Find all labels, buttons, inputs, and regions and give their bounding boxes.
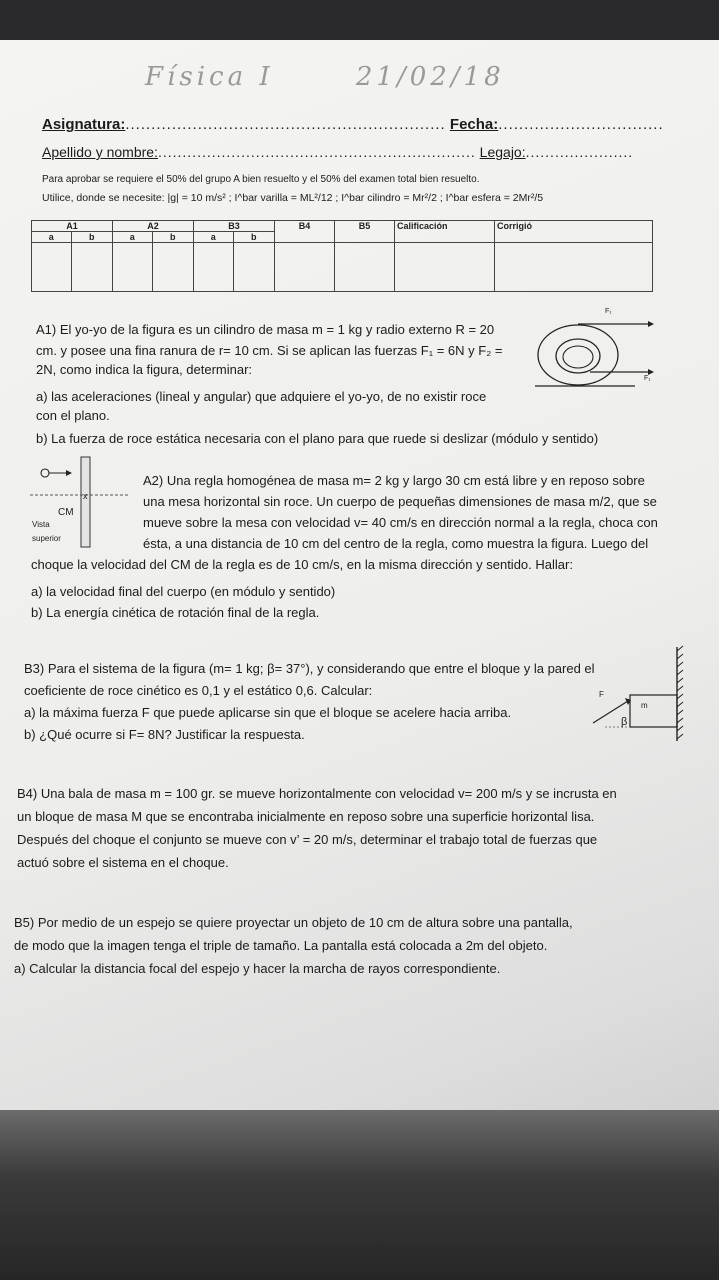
grade-col-b3: B3 bbox=[194, 221, 275, 232]
b4-line-1: B4) Una bala de masa m = 100 gr. se mueve horizontalmente con velocidad v= 200 m/s y se incrusta en bbox=[17, 786, 617, 801]
b5-part-a: a) Calcular la distancia focal del espejo y hacer la marcha de rayos correspondiente. bbox=[14, 961, 501, 976]
a2-line-2: una mesa horizontal sin roce. Un cuerpo de pequeñas dimensiones de masa m/2, que se bbox=[143, 494, 657, 509]
b3-line-1: B3) Para el sistema de la figura (m= 1 kg; β= 37°), y considerando que entre el bloque y la pared el bbox=[24, 661, 595, 676]
yoyo-inner bbox=[563, 346, 593, 368]
grade-sub-a: a bbox=[32, 232, 72, 243]
grade-sub-b: b bbox=[152, 232, 193, 243]
b3-line-2: coeficiente de roce cinético es 0,1 y el estático 0,6. Calcular: bbox=[24, 683, 373, 698]
b3-part-a: a) la máxima fuerza F que puede aplicarse sin que el bloque se acelere hacia arriba. bbox=[24, 705, 512, 720]
a1-part-a: a) las aceleraciones (lineal y angular) que adquiere el yo-yo, de no existir roce bbox=[36, 389, 487, 404]
velocity-arrow-head bbox=[66, 470, 72, 476]
grade-col-calificacion: Calificación bbox=[395, 221, 495, 243]
grade-cell[interactable] bbox=[335, 243, 395, 292]
beta-label: β bbox=[621, 716, 628, 728]
grade-cell[interactable] bbox=[233, 243, 274, 292]
nombre-field[interactable]: ................................................................. bbox=[157, 144, 476, 160]
a1-line-2: cm. y posee una fina ranura de r= 10 cm. Si se aplican las fuerzas F₁ = 6N y F₂ = bbox=[36, 343, 503, 358]
a2-part-b: b) La energía cinética de rotación final de la regla. bbox=[31, 605, 320, 620]
grade-cell[interactable] bbox=[495, 243, 653, 292]
grade-col-b4: B4 bbox=[275, 221, 335, 243]
b5-line-1: B5) Por medio de un espejo se quiere proyectar un objeto de 10 cm de altura sobre una pantalla, bbox=[14, 915, 573, 930]
legajo-field[interactable]: ...................... bbox=[525, 144, 634, 160]
a1-line-1: A1) El yo-yo de la figura es un cilindro de masa m = 1 kg y radio externo R = 20 bbox=[36, 322, 495, 337]
grade-cell[interactable] bbox=[275, 243, 335, 292]
nombre-row bbox=[42, 144, 633, 160]
handwritten-date: 21/02/18 bbox=[355, 62, 505, 92]
handwritten-title: Física I bbox=[145, 62, 274, 92]
a2-line-1: A2) Una regla homogénea de masa m= 2 kg y largo 30 cm está libre y en reposo sobre bbox=[143, 473, 645, 488]
grade-col-corrigio: Corrigió bbox=[495, 221, 653, 243]
table-surface bbox=[0, 1110, 719, 1280]
a1-part-b: b) La fuerza de roce estática necesaria con el plano para que ruede si deslizar (módulo y sentido) bbox=[36, 431, 599, 446]
grade-cell[interactable] bbox=[32, 243, 72, 292]
m-label: m bbox=[641, 701, 648, 710]
wall-hatch bbox=[677, 646, 683, 739]
fecha-label: Fecha: bbox=[449, 116, 499, 133]
yoyo-figure bbox=[530, 300, 660, 395]
grade-cell[interactable] bbox=[152, 243, 193, 292]
nombre-label: Apellido y nombre: bbox=[42, 144, 158, 160]
f2-label: F₁ bbox=[644, 375, 651, 382]
grade-cell[interactable] bbox=[113, 243, 153, 292]
asignatura-row bbox=[42, 116, 664, 133]
grade-cell[interactable] bbox=[71, 243, 112, 292]
grade-col-b5: B5 bbox=[335, 221, 395, 243]
grade-col-a2: A2 bbox=[113, 221, 194, 232]
f-label: F bbox=[599, 690, 604, 699]
a2-part-a: a) la velocidad final del cuerpo (en módulo y sentido) bbox=[31, 584, 336, 599]
grade-table bbox=[31, 220, 653, 292]
b5-line-2: de modo que la imagen tenga el triple de tamaño. La pantalla está colocada a 2m del objeto. bbox=[14, 938, 548, 953]
a2-line-4: ésta, a una distancia de 10 cm del centro de la regla, como muestra la figura. Luego del bbox=[143, 536, 649, 551]
a1-part-a-cont: con el plano. bbox=[36, 408, 110, 423]
grade-sub-b: b bbox=[71, 232, 112, 243]
yoyo-outer bbox=[538, 325, 618, 385]
instructions-line-1: Para aprobar se requiere el 50% del grupo A bien resuelto y el 50% del examen total bien resuelto. bbox=[42, 174, 480, 185]
fecha-field[interactable]: ................................ bbox=[498, 116, 664, 133]
block bbox=[630, 695, 677, 727]
a1-line-3: 2N, como indica la figura, determinar: bbox=[36, 362, 253, 377]
legajo-label: Legajo: bbox=[479, 144, 526, 160]
cm-label: CM bbox=[58, 507, 74, 518]
grade-cell[interactable] bbox=[194, 243, 234, 292]
grade-cell[interactable] bbox=[395, 243, 495, 292]
asignatura-label: Asignatura: bbox=[42, 116, 126, 133]
block-wall-figure bbox=[585, 645, 690, 745]
asignatura-field[interactable]: .............................................................. bbox=[125, 116, 446, 133]
b4-line-2: un bloque de masa M que se encontraba inicialmente en reposo sobre una superficie horizontal lisa. bbox=[17, 809, 595, 824]
grade-sub-b: b bbox=[233, 232, 274, 243]
a2-line-5: choque la velocidad del CM de la regla es de 10 cm/s, en la misma dirección y sentido. Hallar: bbox=[31, 557, 573, 572]
handwritten-header bbox=[145, 62, 505, 92]
b4-line-4: actuó sobre el sistema en el choque. bbox=[17, 855, 229, 870]
vista-label: Vista bbox=[32, 520, 50, 529]
b4-line-3: Después del choque el conjunto se mueve con v’ = 20 m/s, determinar el trabajo total de fuerzas que bbox=[17, 832, 598, 847]
a2-line-3: mueve sobre la mesa con velocidad v= 40 cm/s en dirección normal a la regla, choca con bbox=[143, 515, 658, 530]
grade-sub-a: a bbox=[194, 232, 234, 243]
ruler-figure bbox=[30, 455, 135, 550]
ruler-bar bbox=[81, 457, 90, 547]
small-body bbox=[41, 469, 49, 477]
grade-col-a1: A1 bbox=[32, 221, 113, 232]
svg-text:x: x bbox=[83, 491, 88, 501]
superior-label: superior bbox=[32, 534, 61, 543]
grade-sub-a: a bbox=[113, 232, 153, 243]
b3-part-b: b) ¿Qué ocurre si F= 8N? Justificar la respuesta. bbox=[24, 727, 305, 742]
f1-arrow-head bbox=[648, 321, 654, 327]
f1-label: F₁ bbox=[605, 308, 612, 315]
instructions-line-2: Utilice, donde se necesite: |g| = 10 m/s² ; I^bar varilla = ML²/12 ; I^bar cilindro = Mr²/2 ; I^bar esfera = 2Mr²/5 bbox=[42, 192, 544, 204]
